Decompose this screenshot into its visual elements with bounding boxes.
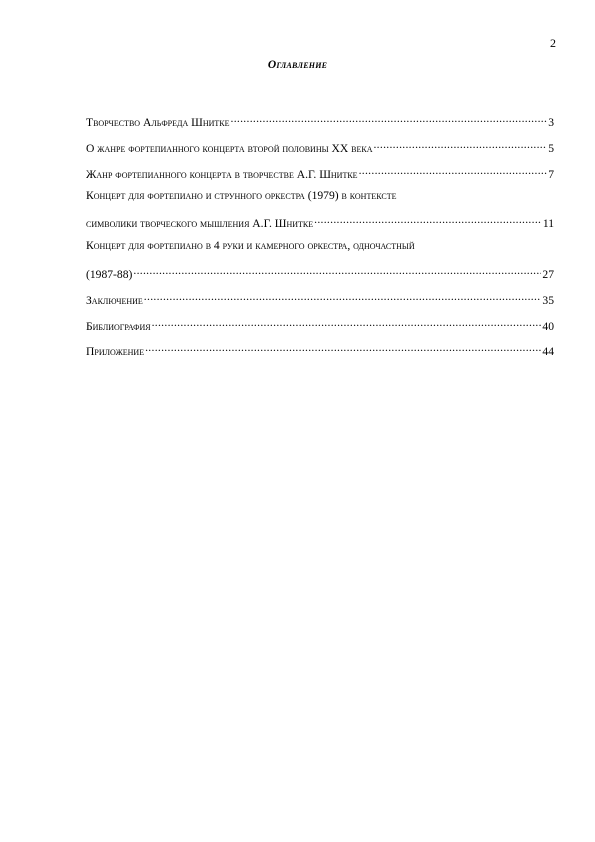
toc-entry-text: Заключение: [86, 294, 143, 307]
toc-entry-text: Творчество Альфреда Шнитке: [86, 116, 230, 129]
toc-entry: [86, 264, 554, 282]
toc-entry-text: Жанр фортепианного концерта в творчестве А.Г. Шнитке: [86, 168, 358, 181]
toc-entry-text: О жанре фортепианного концерта второй половины XX века: [86, 142, 373, 155]
toc-entry-text: символики творческого мышления А.Г. Шнитке: [86, 217, 314, 230]
toc-entry: [86, 138, 554, 156]
toc-entry: [86, 341, 554, 359]
toc-entry: [86, 112, 554, 130]
toc-entry-text: Концерт для фортепиано в 4 руки и камерного оркестра, одночастный: [86, 239, 415, 252]
dot-leader: [373, 138, 547, 152]
toc-entry-text: Концерт для фортепиано и струнного оркестра (1979) в контексте: [86, 189, 397, 202]
toc-entry: [86, 290, 554, 308]
toc-entry-text: Приложение: [86, 345, 145, 358]
toc-entry-page: 7: [548, 168, 554, 181]
dot-leader: [133, 264, 541, 278]
toc-entry: [86, 189, 554, 203]
dot-leader: [231, 112, 548, 126]
dot-leader: [145, 341, 541, 355]
toc-entry: [86, 164, 554, 182]
toc-entry-page: 44: [542, 345, 554, 358]
toc-entry-page: 40: [542, 320, 554, 333]
toc-entry: [86, 316, 554, 334]
toc-title: Оглавление: [267, 59, 328, 71]
toc-entry-text: (1987-88): [86, 268, 133, 281]
toc-entry: [86, 213, 554, 231]
toc-entry: [86, 239, 554, 253]
toc-entry-page: 3: [548, 116, 554, 129]
toc-entry-text: Библиография: [86, 320, 151, 333]
dot-leader: [314, 213, 542, 227]
dot-leader: [144, 290, 542, 304]
toc-entry-page: 35: [542, 294, 554, 307]
dot-leader: [152, 316, 542, 330]
toc-entry-page: 5: [548, 142, 554, 155]
page-number: 2: [550, 36, 556, 50]
dot-leader: [359, 164, 548, 178]
toc-entry-page: 27: [542, 268, 554, 281]
toc-entry-page: 11: [542, 217, 554, 230]
